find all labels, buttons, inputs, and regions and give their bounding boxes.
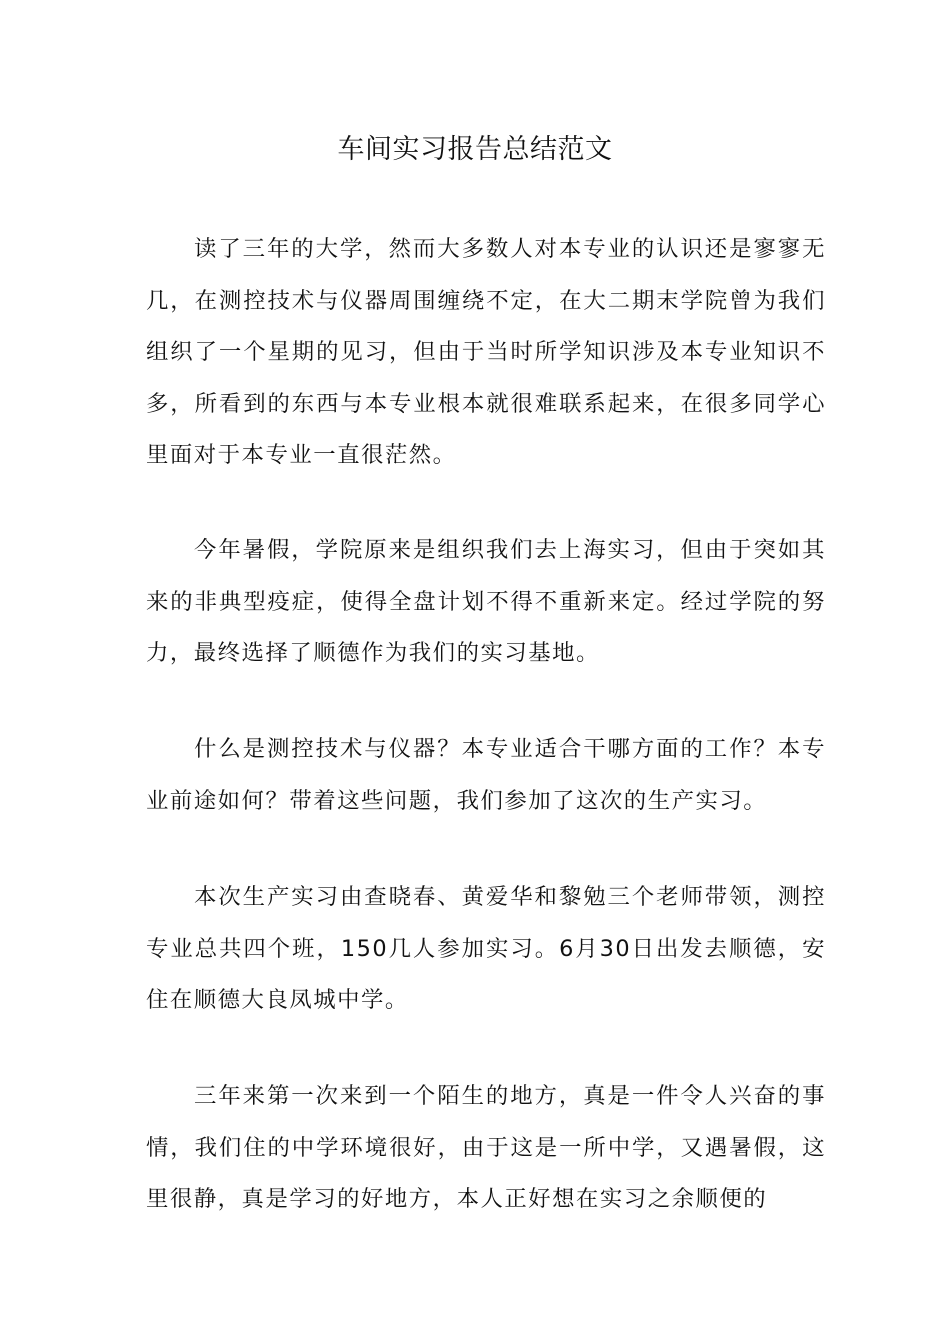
paragraph-2: 今年暑假，学院原来是组织我们去上海实习，但由于突如其来的非典型疫症，使得全盘计划不得不重新来定。经过学院的努力，最终选择了顺德作为我们的实习基地。: [146, 537, 826, 666]
paragraph-4: 本次生产实习由查晓春、黄爱华和黎勉三个老师带领，测控专业总共四个班，150几人参加实习。6月30日出发去顺德，安住在顺德大良凤城中学。: [146, 884, 826, 1013]
paragraph-5: 三年来第一次来到一个陌生的地方，真是一件令人兴奋的事情，我们住的中学环境很好，由于这是一所中学，又遇暑假，这里很静，真是学习的好地方，本人正好想在实习之余顺便的: [146, 1083, 826, 1212]
paragraph-1: 读了三年的大学，然而大多数人对本专业的认识还是寥寥无几，在测控技术与仪器周围缠绕不定，在大二期末学院曾为我们组织了一个星期的见习，但由于当时所学知识涉及本专业知识不多，所看到的东西与本专业根本就很难联系起来，在很多同学心里面对于本专业一直很茫然。: [146, 236, 826, 468]
document-title: 车间实习报告总结范文: [337, 134, 613, 165]
paragraph-3: 什么是测控技术与仪器？本专业适合干哪方面的工作？本专业前途如何？带着这些问题，我们参加了这次的生产实习。: [146, 736, 826, 814]
